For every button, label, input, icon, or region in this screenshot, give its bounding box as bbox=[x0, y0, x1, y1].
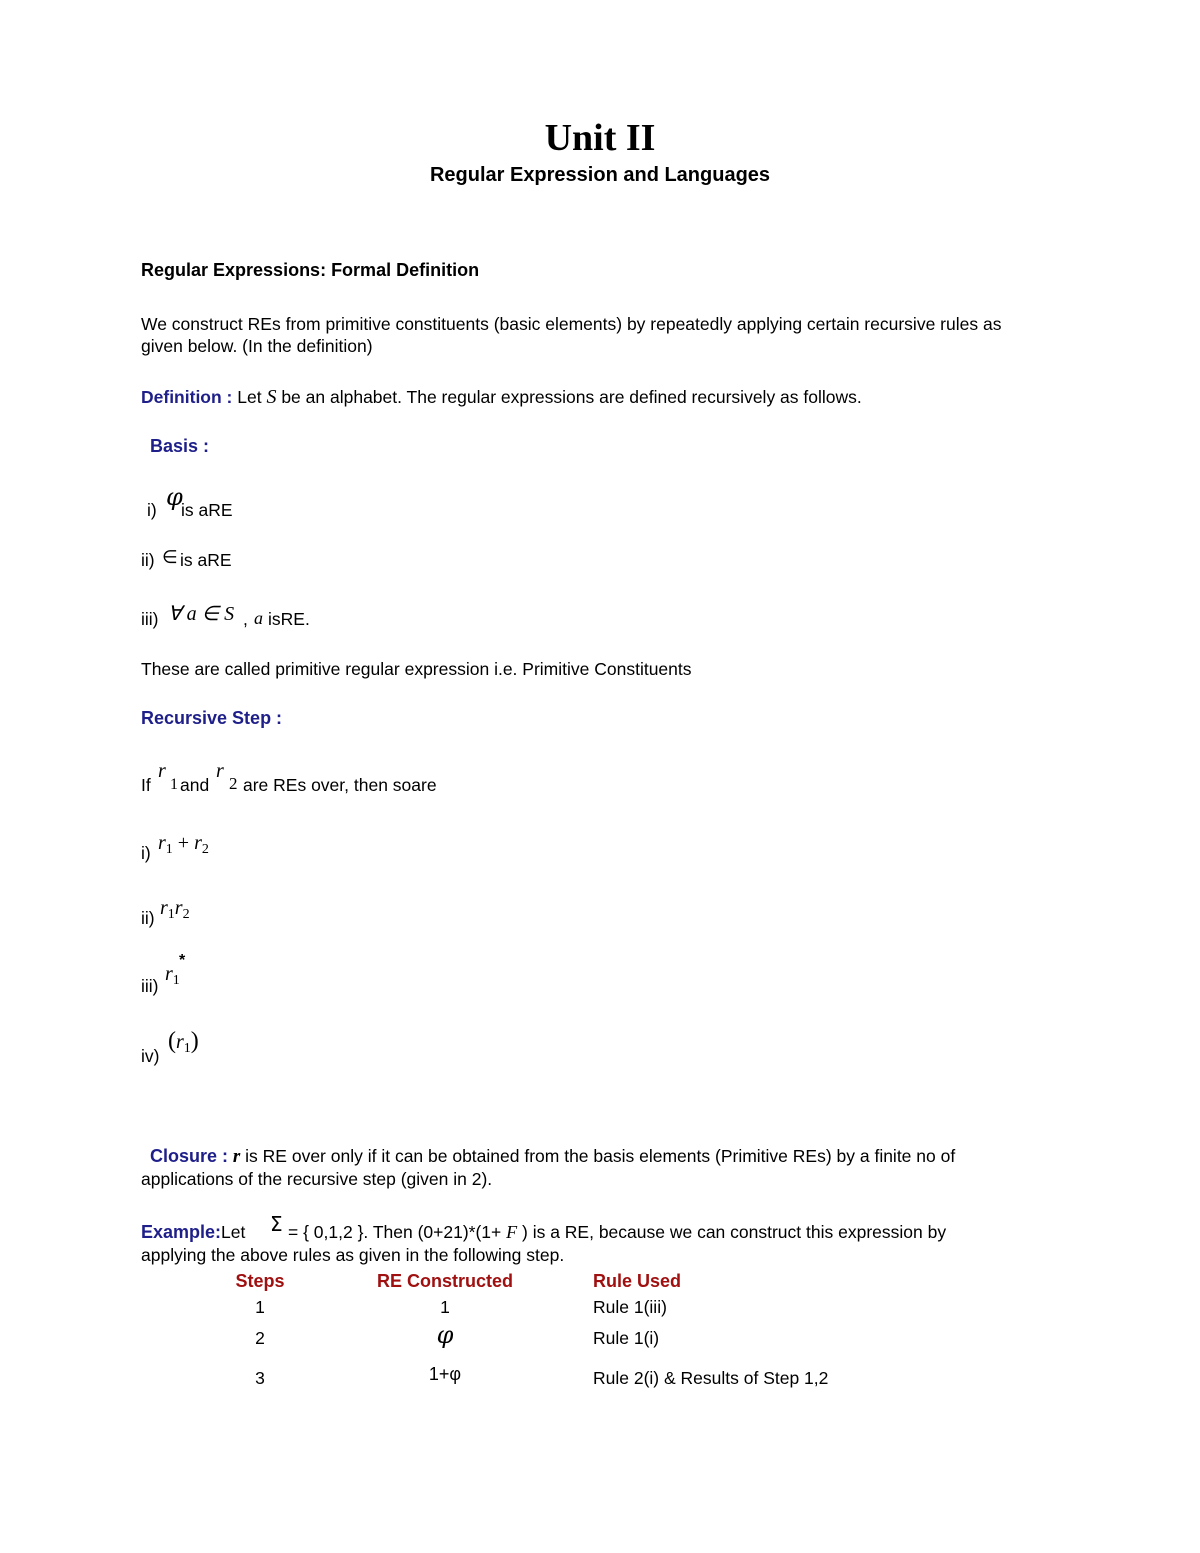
recursive-item-1-expr: $r_1 + r_2$ bbox=[158, 832, 209, 857]
example-line-1-rest bbox=[288, 1222, 946, 1243]
table-row-2-rule: Rule 1(i) bbox=[593, 1328, 660, 1348]
recursive-r1-var: r bbox=[158, 760, 166, 782]
table-header-steps: Steps bbox=[235, 1271, 285, 1291]
basis-item-3-text: isRE. bbox=[268, 609, 310, 629]
recursive-r2-sub: 2 bbox=[229, 774, 238, 793]
recursive-r2-var: r bbox=[216, 760, 224, 782]
table-row-1-step: 1 bbox=[255, 1297, 265, 1317]
recursive-item-1-num: i) bbox=[141, 843, 151, 863]
kleene-star: * bbox=[179, 952, 186, 969]
table-row-2-re: φ bbox=[436, 1321, 454, 1349]
basis-item-2-num: ii) bbox=[141, 550, 155, 570]
recursive-item-2-expr: $r_1r_2$ bbox=[160, 897, 190, 922]
recursive-item-3-num: iii) bbox=[141, 976, 159, 996]
basis-item-3-num: iii) bbox=[141, 609, 159, 629]
basis-item-3-var: a bbox=[254, 608, 263, 628]
table-row-3-re: 1+φ bbox=[428, 1364, 462, 1384]
basis-item-2-text: is aRE bbox=[180, 550, 232, 570]
basis-item-3-sep: , bbox=[243, 609, 248, 629]
basis-item-1-num: i) bbox=[147, 500, 157, 520]
intro-line-1: We construct REs from primitive constituents (basic elements) by repeatedly applying certain recursive rules as bbox=[141, 314, 1002, 334]
forall-expression: ∀ a ∈ S bbox=[168, 603, 235, 625]
example-line-2: applying the above rules as given in the following step. bbox=[141, 1245, 565, 1265]
closure-var: r bbox=[232, 1146, 241, 1167]
basis-item-1-text: is aRE bbox=[181, 500, 233, 520]
table-header-re-constructed: RE Constructed bbox=[376, 1271, 513, 1291]
recursive-if: If bbox=[141, 775, 151, 795]
page-title: Unit II bbox=[544, 117, 656, 159]
example-line-1 bbox=[141, 1222, 245, 1243]
definition-paragraph bbox=[141, 386, 862, 409]
epsilon-icon: ∈ bbox=[162, 547, 178, 568]
example-set: = { 0,1,2 }. Then (0+21)*(1+ bbox=[288, 1222, 502, 1242]
basis-note: These are called primitive regular expression i.e. Primitive Constituents bbox=[141, 659, 692, 679]
table-row-1-re: 1 bbox=[440, 1297, 450, 1317]
recursive-item-4-expr: $(r_1)$ bbox=[168, 1028, 199, 1056]
recursive-item-4-num: iv) bbox=[141, 1046, 160, 1066]
sigma-icon: Σ bbox=[270, 1212, 283, 1236]
recursive-item-2-num: ii) bbox=[141, 908, 155, 928]
intro-line-2: given below. (In the definition) bbox=[141, 336, 373, 356]
example-let: Let bbox=[221, 1222, 246, 1242]
recursive-and: and bbox=[180, 775, 210, 795]
example-post: ) is a RE, because we can construct this expression by bbox=[522, 1222, 947, 1242]
table-row-3-rule: Rule 2(i) & Results of Step 1,2 bbox=[593, 1368, 829, 1388]
closure-line-2: applications of the recursive step (given in 2). bbox=[141, 1169, 493, 1189]
basis-label: Basis : bbox=[150, 436, 210, 456]
definition-label: Definition : bbox=[141, 387, 233, 407]
recursive-item-3-expr: $r_1$ bbox=[165, 963, 180, 988]
example-f: F bbox=[506, 1222, 518, 1242]
closure-line-1 bbox=[150, 1146, 955, 1168]
recursive-r1-sub: 1 bbox=[170, 776, 178, 793]
table-row-2-step: 2 bbox=[255, 1328, 265, 1348]
closure-label: Closure : bbox=[150, 1146, 229, 1166]
example-label: Example: bbox=[141, 1222, 222, 1242]
recursive-intro-text: are REs over, then soare bbox=[243, 775, 437, 795]
recursive-step-label: Recursive Step : bbox=[141, 708, 283, 728]
section-heading: Regular Expressions: Formal Definition bbox=[141, 260, 480, 280]
table-row-3-step: 3 bbox=[255, 1368, 265, 1388]
definition-let: Let bbox=[237, 387, 262, 407]
phi-icon: φ bbox=[166, 483, 183, 511]
page-subtitle: Regular Expression and Languages bbox=[429, 164, 771, 186]
definition-text: be an alphabet. The regular expressions are defined recursively as follows. bbox=[281, 387, 862, 407]
alphabet-symbol: S bbox=[266, 386, 277, 408]
closure-text: is RE over only if it can be obtained from the basis elements (Primitive REs) by a finite no of bbox=[245, 1146, 956, 1166]
table-row-1-rule: Rule 1(iii) bbox=[593, 1297, 667, 1317]
table-header-rule-used: Rule Used bbox=[593, 1271, 682, 1291]
